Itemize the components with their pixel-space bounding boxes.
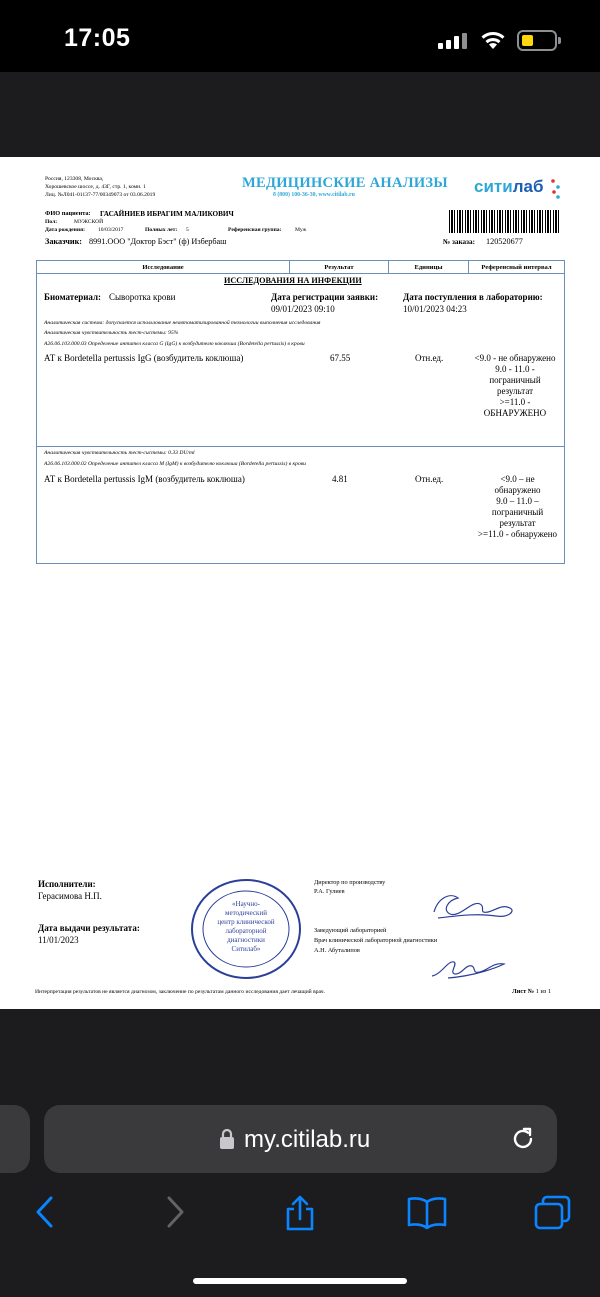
test-result: 4.81: [332, 474, 348, 484]
svg-text:центр клинической: центр клинической: [217, 918, 275, 926]
note-system: Аналитическая система: допускается использование неавтоматизированной технологии выполнения исследования: [44, 320, 321, 326]
row-separator: [37, 446, 564, 447]
page-counter: Лист № 1 из 1: [512, 988, 552, 995]
note-sensitivity: Аналитическая чувствительность тест-системы: 0.33 DU/ml: [44, 450, 195, 456]
svg-text:диагностики: диагностики: [227, 936, 265, 944]
header-study: Исследование: [37, 261, 290, 274]
test-name: АТ к Bordetella pertussis IgG (возбудитель коклюша): [44, 353, 244, 363]
patient-refgroup: Муж: [295, 227, 307, 233]
performer-name: Герасимова Н.П.: [38, 891, 102, 901]
registration-label: Дата регистрации заявки:: [271, 292, 379, 302]
lab-license: Лиц. №Л041-01137-77/00349073 от 03.06.2019: [45, 192, 156, 198]
test-name: АТ к Bordetella pertussis IgM (возбудитель коклюша): [44, 474, 245, 484]
lab-address-line: Россия, 123308, Москва,: [45, 176, 104, 182]
customer: 8991.ООО "Доктор Бэст" (ф) Избербаш: [89, 237, 227, 246]
test-units: Отн.ед.: [415, 474, 444, 484]
table-header: [37, 261, 564, 274]
brand-subtitle: 8 (800) 100-36-30, www.citilab.ru: [273, 192, 355, 198]
svg-text:методический: методический: [225, 909, 267, 917]
patient-sex-label: Пол:: [45, 219, 58, 225]
header-ref: Референсный интервал: [481, 264, 552, 271]
patient-age-label: Полных лет:: [145, 227, 178, 233]
test-code: A26.06.103.000.03 Определение антител класса G (IgG) к возбудителю коклюша (Bordetella pertussis) в крови: [44, 341, 305, 347]
clock: 17:05: [64, 24, 131, 52]
director-signature-icon: [424, 884, 519, 924]
test-code: A26.06.103.000.02 Определение антител класса M (IgM) к возбудителю коклюша (Bordetella pertussis) в крови: [44, 461, 306, 467]
citilab-logo: ситилаб: [474, 177, 544, 196]
patient-dob: 10/03/2017: [98, 227, 124, 233]
lock-icon: [218, 1128, 236, 1150]
battery-icon: [517, 30, 557, 51]
customer-label: Заказчик:: [45, 237, 83, 246]
section-title: ИССЛЕДОВАНИЯ НА ИНФЕКЦИИ: [224, 276, 362, 285]
patient-sex: МУЖСКОЙ: [74, 219, 104, 225]
url-text[interactable]: my.citilab.ru: [244, 1126, 371, 1153]
issue-date: 11/01/2023: [38, 935, 79, 945]
order-label: № заказа:: [443, 238, 476, 246]
performers-label: Исполнители:: [38, 879, 96, 889]
bookmarks-icon[interactable]: [406, 1194, 448, 1230]
cellular-signal-icon: [438, 33, 468, 49]
test-reference: <9.0 – не обнаружено 9.0 – 11.0 – пограничный результат >=11.0 - обнаружено: [477, 474, 558, 539]
patient-dob-label: Дата рождения:: [45, 227, 85, 233]
biomaterial: Сыворотка крови: [109, 292, 176, 302]
test-reference: <9.0 - не обнаружено 9.0 - 11.0 - пограничный результат >=11.0 - ОБНАРУЖЕНО: [474, 353, 556, 418]
lab-stamp-icon: [190, 878, 303, 981]
patient-fio-label: ФИО пациента:: [45, 210, 91, 217]
patient-refgroup-label: Референсная группа:: [228, 227, 282, 233]
back-icon[interactable]: [30, 1194, 60, 1230]
lab-arrival-label: Дата поступления в лабораторию:: [403, 292, 543, 302]
svg-text:«Научно-: «Научно-: [232, 900, 260, 908]
patient-fio: ГАСАЙНИЕВ ИБРАГИМ МАЛИКОВИЧ: [100, 210, 234, 218]
tabs-icon[interactable]: [533, 1194, 573, 1232]
order-number: 120520677: [486, 237, 523, 246]
note-sensitivity: Аналитическая чувствительность тест-системы: 95%: [44, 330, 179, 336]
head-name: А.Н. Абуталипов: [314, 947, 360, 954]
registration-date: 09/01/2023 09:10: [271, 304, 335, 314]
home-indicator: [193, 1278, 407, 1284]
lab-report-document: [0, 157, 600, 1009]
barcode: [449, 210, 559, 233]
patient-age: 5: [186, 227, 189, 233]
issue-date-label: Дата выдачи результата:: [38, 923, 140, 933]
results-table: [36, 260, 565, 564]
forward-icon[interactable]: [160, 1194, 190, 1230]
test-result: 67.55: [330, 353, 351, 363]
head-title-2: Врач клинической лабораторной диагностики: [314, 937, 438, 944]
test-units: Отн.ед.: [415, 353, 444, 363]
footer-note: Интерпретация результатов не является диагнозом, заключение по результатам данного исследования дает лечащий врач.: [35, 989, 325, 995]
status-bar: [0, 0, 600, 72]
wifi-icon: [480, 30, 506, 50]
header-result: Результат: [290, 261, 389, 274]
brand-title: МЕДИЦИНСКИЕ АНАЛИЗЫ: [242, 175, 448, 191]
lab-arrival-date: 10/01/2023 04:23: [403, 304, 467, 314]
share-icon[interactable]: [283, 1194, 317, 1232]
previous-tab-pill[interactable]: [0, 1105, 30, 1173]
logo-dots-icon: [550, 178, 562, 200]
svg-text:лабораторной: лабораторной: [225, 927, 267, 935]
head-signature-icon: [428, 952, 508, 982]
head-title: Заведующий лабораторией: [314, 927, 387, 934]
director-title: Директор по производству: [314, 879, 386, 886]
lab-address-line: Хорошевское шоссе, д. 43Г, стр. 1, комн. 1: [45, 184, 146, 190]
biomaterial-label: Биоматериал:: [44, 292, 102, 302]
director-name: Р.А. Гулиев: [314, 888, 345, 895]
header-units: Единицы: [389, 261, 469, 274]
svg-text:Ситилаб»: Ситилаб»: [231, 945, 261, 953]
reload-icon[interactable]: [510, 1125, 536, 1153]
